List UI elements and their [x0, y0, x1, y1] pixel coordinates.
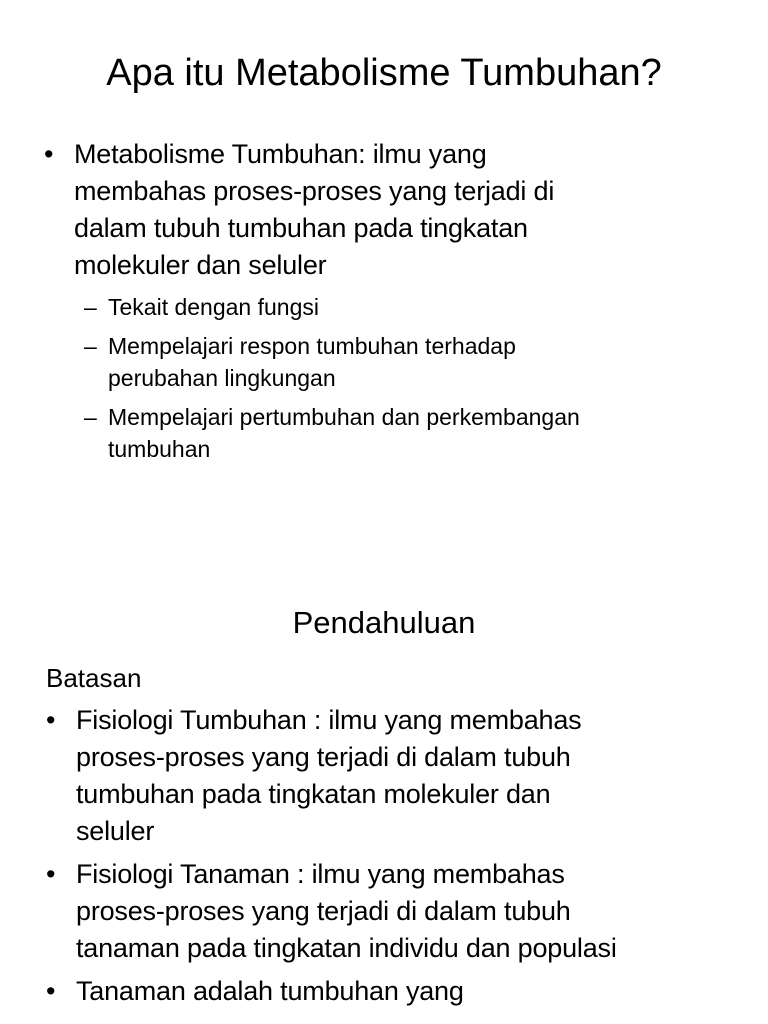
sub-item-line: perubahan lingkungan — [108, 365, 336, 391]
sub-item-line: tumbuhan — [108, 436, 211, 462]
dash-icon: – — [84, 294, 97, 320]
sub-item — [44, 291, 744, 323]
bullet-line: seluler — [76, 816, 155, 846]
bullet-item — [46, 856, 746, 967]
bullet-line: Fisiologi Tanaman : ilmu yang membahas — [76, 859, 565, 889]
bullet-dot-icon: • — [44, 139, 54, 169]
bullet-line: Tanaman adalah tumbuhan yang — [76, 976, 464, 1006]
slide-content — [44, 136, 744, 465]
bullet-dot-icon: • — [46, 976, 56, 1006]
bullet-line: tanaman pada tingkatan individu dan populasi — [76, 933, 617, 963]
bullet-line: proses-proses yang terjadi di dalam tubuh — [76, 742, 571, 772]
bullet-line: tumbuhan pada tingkatan molekuler dan — [76, 779, 551, 809]
bullet-line: proses-proses yang terjadi di dalam tubuh — [76, 896, 571, 926]
sub-item — [44, 401, 744, 465]
section-heading: Batasan — [46, 663, 142, 693]
slide-title: Apa itu Metabolisme Tumbuhan? — [106, 52, 662, 94]
bullet-item — [46, 702, 746, 850]
sub-item-line: Mempelajari pertumbuhan dan perkembangan — [108, 404, 580, 430]
dash-icon: – — [84, 333, 97, 359]
sub-item-line: Tekait dengan fungsi — [108, 294, 319, 320]
sub-item-line: Mempelajari respon tumbuhan terhadap — [108, 333, 516, 359]
bullet-line: molekuler dan seluler — [74, 250, 327, 280]
bullet-line: dalam tubuh tumbuhan pada tingkatan — [74, 213, 528, 243]
bullet-dot-icon: • — [46, 705, 56, 735]
bullet-line: Fisiologi Tumbuhan : ilmu yang membahas — [76, 705, 582, 735]
bullet-item — [46, 973, 746, 1010]
bullet-item — [44, 136, 744, 284]
slide-content — [46, 660, 746, 1010]
bullet-line: Metabolisme Tumbuhan: ilmu yang — [74, 139, 487, 169]
dash-icon: – — [84, 404, 97, 430]
slide-title: Pendahuluan — [292, 605, 476, 640]
bullet-line: membahas proses-proses yang terjadi di — [74, 176, 555, 206]
bullet-dot-icon: • — [46, 859, 56, 889]
slide-2 — [0, 560, 768, 1024]
sub-item — [44, 330, 744, 394]
